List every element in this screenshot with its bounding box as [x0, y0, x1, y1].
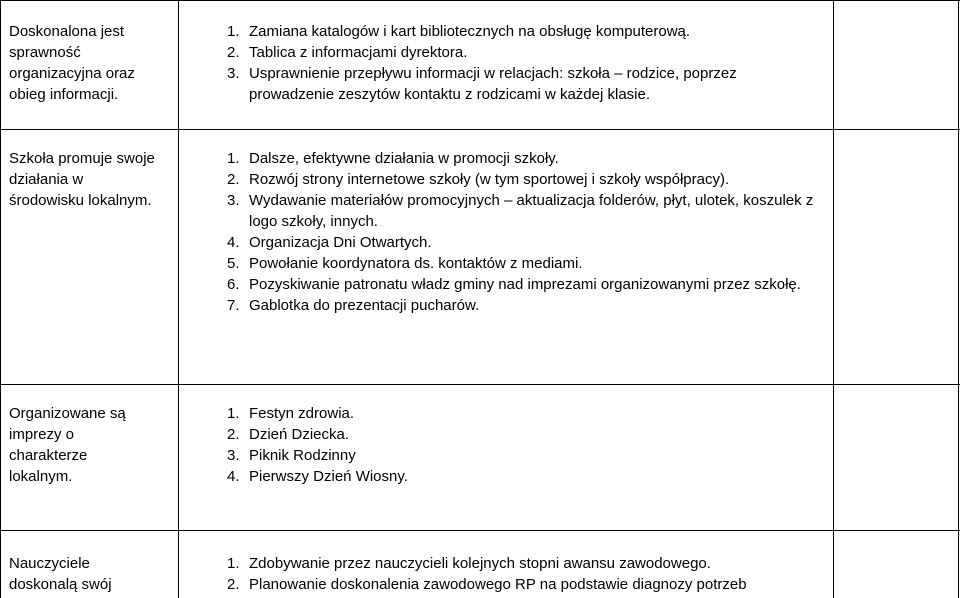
item-text: Organizacja Dni Otwartych.	[249, 234, 432, 251]
item-number: 1.	[227, 23, 240, 40]
list-item	[227, 232, 817, 253]
item-text: Zdobywanie przez nauczycieli kolejnych stopni awansu zawodowego.	[249, 555, 711, 572]
list-item	[227, 274, 817, 295]
list-item	[227, 466, 817, 487]
item-text: Festyn zdrowia.	[249, 405, 355, 422]
row-2-area-label: Szkoła promuje swoje działania w środowisku lokalnym.	[9, 150, 155, 209]
row-2-task-list	[227, 148, 817, 316]
row-4-area-label: Nauczyciele doskonalą swój	[9, 555, 112, 593]
item-number: 3.	[227, 192, 240, 209]
row-4-task-list	[227, 553, 827, 595]
list-item	[227, 253, 817, 274]
list-item	[227, 42, 817, 63]
item-number: 5.	[227, 255, 240, 272]
item-number: 2.	[227, 171, 240, 188]
item-text: Pozyskiwanie patronatu władz gminy nad imprezami organizowanymi przez szkołę.	[249, 276, 801, 293]
row-3-task-list	[227, 403, 817, 487]
list-item	[227, 445, 817, 466]
item-number: 7.	[227, 297, 240, 314]
item-text: Piknik Rodzinny	[249, 447, 356, 464]
item-text: Zamiana katalogów i kart bibliotecznych na obsługę komputerową.	[249, 23, 691, 40]
list-item	[227, 574, 827, 595]
list-item	[227, 424, 817, 445]
list-item	[227, 63, 817, 105]
list-item	[227, 169, 817, 190]
row-3-area-label: Organizowane są imprezy o charakterze lokalnym.	[9, 405, 126, 485]
item-number: 3.	[227, 447, 240, 464]
item-text: Dalsze, efektywne działania w promocji szkoły.	[249, 150, 559, 167]
item-number: 1.	[227, 150, 240, 167]
item-text: Rozwój strony internetowe szkoły (w tym sportowej i szkoły współpracy).	[249, 171, 730, 188]
item-text: Powołanie koordynatora ds. kontaktów z mediami.	[249, 255, 583, 272]
list-item	[227, 553, 827, 574]
item-text: Usprawnienie przepływu informacji w relacjach: szkoła – rodzice, poprzez prowadzenie zeszytów kontaktu z rodzicami w każdej klasie.	[249, 65, 737, 103]
item-number: 2.	[227, 576, 240, 593]
item-number: 2.	[227, 426, 240, 443]
item-number: 2.	[227, 44, 240, 61]
item-number: 1.	[227, 405, 240, 422]
item-number: 3.	[227, 65, 240, 82]
item-text: Tablica z informacjami dyrektora.	[249, 44, 468, 61]
list-item	[227, 148, 817, 169]
item-number: 4.	[227, 468, 240, 485]
item-text: Gablotka do prezentacji pucharów.	[249, 297, 480, 314]
list-item	[227, 403, 817, 424]
item-text: Dzień Dziecka.	[249, 426, 350, 443]
item-number: 1.	[227, 555, 240, 572]
item-text: Pierwszy Dzień Wiosny.	[249, 468, 408, 485]
item-text: Planowanie doskonalenia zawodowego RP na podstawie diagnozy potrzeb	[249, 576, 747, 593]
item-number: 6.	[227, 276, 240, 293]
list-item	[227, 21, 817, 42]
list-item	[227, 295, 817, 316]
item-text: Wydawanie materiałów promocyjnych – aktualizacja folderów, płyt, ulotek, koszulek z logo szkoły, innych.	[249, 192, 814, 230]
row-1-area-label: Doskonalona jest sprawność organizacyjna oraz obieg informacji.	[9, 23, 135, 103]
row-1-task-list	[227, 21, 817, 105]
item-number: 4.	[227, 234, 240, 251]
list-item	[227, 190, 817, 232]
